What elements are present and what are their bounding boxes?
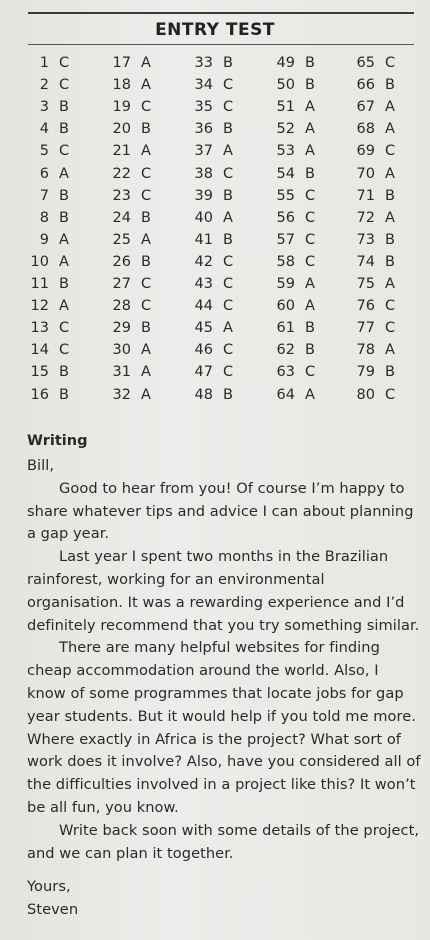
question-number: 60: [276, 298, 295, 315]
letter-paragraph: Last year I spent two months in the Brazilian rainforest, working for an environmental organisation. It was a rewarding experience and I’d definitely recommend that you try something similar.: [27, 548, 420, 634]
answer-letter: C: [305, 231, 316, 248]
question-number: 39: [194, 187, 213, 204]
answer-item: [272, 185, 352, 207]
answer-item: [272, 74, 352, 96]
answer-item: [190, 317, 270, 339]
question-number: 4: [39, 121, 49, 138]
answer-item: [108, 74, 188, 96]
question-number: 15: [30, 364, 49, 381]
question-number: 58: [276, 253, 295, 270]
question-number: 52: [276, 121, 295, 138]
answer-item: [352, 96, 430, 118]
question-number: 51: [276, 99, 295, 116]
question-number: 30: [112, 342, 131, 359]
question-number: 69: [356, 143, 375, 160]
question-number: 3: [39, 99, 49, 116]
answer-item: [352, 118, 430, 140]
answer-item: [272, 273, 352, 295]
top-rule: [28, 12, 414, 14]
answer-item: [30, 384, 110, 406]
answer-item: [190, 185, 270, 207]
answer-item: [30, 52, 110, 74]
question-number: 28: [112, 298, 131, 315]
letter-paragraph: There are many helpful websites for finding cheap accommodation around the world. Also, I know of some programmes that locate jobs for gap year students. But it would help if you told me more. Where exactly in Africa is the project? What sort of work does it involve? Also, have you considered all of the difficulties involved in a project like this? It won’t be all fun, you know.: [27, 639, 421, 816]
answer-letter: C: [385, 143, 396, 160]
answer-item: [30, 361, 110, 383]
question-number: 76: [356, 298, 375, 315]
question-number: 21: [112, 143, 131, 160]
answer-letter: A: [141, 231, 151, 248]
question-number: 63: [276, 364, 295, 381]
question-number: 40: [194, 209, 213, 226]
answer-letter: C: [223, 276, 234, 292]
question-number: 50: [276, 77, 295, 94]
answer-item: [30, 140, 110, 162]
question-number: 65: [356, 55, 375, 71]
answer-letter: A: [141, 77, 151, 94]
answer-letter: C: [141, 187, 152, 204]
answer-letter: C: [223, 253, 234, 270]
answer-letter: A: [305, 99, 315, 116]
answer-item: [108, 361, 188, 383]
question-number: 31: [112, 364, 131, 381]
answer-letter: C: [385, 320, 396, 337]
answer-item: [272, 229, 352, 251]
answer-item: [108, 229, 188, 251]
answer-item: [30, 163, 110, 185]
answer-item: [108, 163, 188, 185]
answer-letter: A: [305, 386, 315, 403]
answer-letter: A: [59, 165, 69, 182]
answer-letter: B: [59, 121, 69, 138]
question-number: 7: [39, 187, 49, 204]
answer-item: [108, 96, 188, 118]
answer-item: [190, 273, 270, 295]
question-number: 53: [276, 143, 295, 160]
answer-item: [108, 52, 188, 74]
answer-item: [190, 207, 270, 229]
question-number: 20: [112, 121, 131, 138]
question-number: 68: [356, 121, 375, 138]
answer-letter: A: [59, 253, 69, 270]
question-number: 71: [356, 187, 375, 204]
question-number: 48: [194, 386, 213, 403]
answer-letter: B: [305, 320, 315, 337]
question-number: 44: [194, 298, 213, 315]
answer-letter: A: [385, 342, 395, 359]
question-number: 54: [276, 165, 295, 182]
question-number: 10: [30, 253, 49, 270]
answer-item: [352, 140, 430, 162]
answer-item: [352, 339, 430, 361]
answer-item: [30, 251, 110, 273]
answer-letter: C: [305, 209, 316, 226]
answer-letter: A: [59, 231, 69, 248]
answer-item: [108, 118, 188, 140]
answer-item: [190, 361, 270, 383]
question-number: 74: [356, 253, 375, 270]
question-number: 43: [194, 276, 213, 292]
answer-item: [352, 207, 430, 229]
answer-item: [272, 52, 352, 74]
answer-letter: C: [385, 386, 396, 403]
answer-item: [190, 118, 270, 140]
answer-letter: B: [141, 121, 151, 138]
answer-item: [272, 96, 352, 118]
answer-letter: A: [385, 209, 395, 226]
answer-letter: B: [223, 55, 233, 71]
question-number: 49: [276, 55, 295, 71]
answer-item: [190, 384, 270, 406]
answer-letter: A: [223, 320, 233, 337]
answer-letter: A: [141, 55, 151, 71]
answer-letter: C: [223, 77, 234, 94]
answer-item: [272, 251, 352, 273]
answer-letter: C: [59, 342, 70, 359]
question-number: 2: [39, 77, 49, 94]
answer-letter: B: [385, 364, 395, 381]
answer-item: [108, 384, 188, 406]
question-number: 27: [112, 276, 131, 292]
writing-heading: Writing: [27, 433, 88, 449]
answer-item: [190, 251, 270, 273]
question-number: 8: [39, 209, 49, 226]
question-number: 9: [39, 231, 49, 248]
answer-item: [30, 339, 110, 361]
question-number: 33: [194, 55, 213, 71]
answer-item: [272, 339, 352, 361]
answer-item: [272, 207, 352, 229]
answer-item: [190, 339, 270, 361]
answer-letter: C: [305, 187, 316, 204]
question-number: 75: [356, 276, 375, 292]
title-rule: [28, 44, 414, 45]
answer-item: [272, 384, 352, 406]
answer-letter: B: [141, 320, 151, 337]
answer-letter: C: [305, 364, 316, 381]
question-number: 14: [30, 342, 49, 359]
answer-item: [108, 140, 188, 162]
answer-item: [190, 140, 270, 162]
answer-letter: C: [223, 165, 234, 182]
question-number: 18: [112, 77, 131, 94]
answer-letter: B: [59, 99, 69, 116]
question-number: 73: [356, 231, 375, 248]
answer-item: [272, 361, 352, 383]
question-number: 59: [276, 276, 295, 292]
answer-item: [272, 295, 352, 317]
answer-letter: C: [141, 276, 152, 292]
answer-letter: B: [59, 364, 69, 381]
answer-item: [190, 74, 270, 96]
answer-item: [108, 207, 188, 229]
answer-letter: A: [305, 143, 315, 160]
question-number: 38: [194, 165, 213, 182]
question-number: 62: [276, 342, 295, 359]
answer-letter: A: [385, 276, 395, 292]
question-number: 61: [276, 320, 295, 337]
question-number: 22: [112, 165, 131, 182]
answer-item: [272, 118, 352, 140]
answer-letter: B: [223, 386, 233, 403]
answer-item: [30, 96, 110, 118]
answer-item: [30, 229, 110, 251]
answer-letter: A: [385, 165, 395, 182]
answer-item: [352, 317, 430, 339]
answer-item: [30, 295, 110, 317]
letter-signature: Steven: [27, 901, 79, 919]
answer-item: [190, 52, 270, 74]
answer-item: [352, 52, 430, 74]
answer-letter: C: [59, 77, 70, 94]
question-number: 34: [194, 77, 213, 94]
answer-item: [352, 163, 430, 185]
answer-letter: A: [305, 121, 315, 138]
answer-item: [30, 273, 110, 295]
answer-letter: B: [305, 77, 315, 94]
question-number: 16: [30, 386, 49, 403]
answer-item: [352, 185, 430, 207]
answer-letter: B: [305, 342, 315, 359]
answer-item: [108, 251, 188, 273]
answer-letter: A: [141, 386, 151, 403]
answer-item: [190, 229, 270, 251]
answer-item: [352, 361, 430, 383]
answer-letter: A: [141, 364, 151, 381]
answer-grid: [0, 52, 430, 408]
answer-letter: B: [385, 253, 395, 270]
answer-letter: C: [223, 298, 234, 315]
answer-item: [30, 74, 110, 96]
question-number: 72: [356, 209, 375, 226]
answer-item: [352, 273, 430, 295]
question-number: 19: [112, 99, 131, 116]
question-number: 37: [194, 143, 213, 160]
answer-letter: B: [385, 187, 395, 204]
answer-item: [190, 96, 270, 118]
answer-item: [30, 185, 110, 207]
answer-letter: C: [141, 99, 152, 116]
question-number: 5: [39, 143, 49, 160]
answer-item: [108, 295, 188, 317]
question-number: 55: [276, 187, 295, 204]
question-number: 78: [356, 342, 375, 359]
question-number: 11: [30, 276, 49, 292]
answer-letter: B: [305, 165, 315, 182]
question-number: 26: [112, 253, 131, 270]
answer-letter: B: [223, 231, 233, 248]
answer-letter: B: [59, 187, 69, 204]
answer-letter: C: [223, 99, 234, 116]
question-number: 32: [112, 386, 131, 403]
answer-letter: B: [59, 209, 69, 226]
question-number: 12: [30, 298, 49, 315]
answer-item: [108, 273, 188, 295]
question-number: 35: [194, 99, 213, 116]
answer-letter: C: [59, 143, 70, 160]
question-number: 66: [356, 77, 375, 94]
letter-salutation: Bill,: [27, 457, 55, 474]
answer-letter: B: [385, 231, 395, 248]
answer-letter: B: [59, 276, 69, 292]
answer-letter: B: [141, 209, 151, 226]
answer-letter: A: [141, 143, 151, 160]
answer-letter: B: [141, 253, 151, 270]
answer-letter: B: [385, 77, 395, 94]
letter: [27, 455, 421, 922]
answer-item: [108, 185, 188, 207]
answer-item: [272, 317, 352, 339]
answer-letter: A: [305, 276, 315, 292]
question-number: 23: [112, 187, 131, 204]
answer-item: [30, 207, 110, 229]
answer-letter: B: [223, 187, 233, 204]
answer-item: [190, 295, 270, 317]
question-number: 45: [194, 320, 213, 337]
question-number: 79: [356, 364, 375, 381]
answer-item: [352, 384, 430, 406]
answer-letter: C: [223, 342, 234, 359]
answer-letter: C: [305, 253, 316, 270]
question-number: 25: [112, 231, 131, 248]
answer-letter: C: [385, 298, 396, 315]
answer-letter: C: [59, 55, 70, 71]
question-number: 77: [356, 320, 375, 337]
question-number: 67: [356, 99, 375, 116]
question-number: 57: [276, 231, 295, 248]
answer-letter: C: [385, 55, 396, 71]
answer-item: [352, 229, 430, 251]
answer-item: [30, 317, 110, 339]
question-number: 42: [194, 253, 213, 270]
answer-letter: A: [305, 298, 315, 315]
answer-item: [108, 339, 188, 361]
answer-item: [30, 118, 110, 140]
letter-closing: Yours,: [27, 878, 71, 896]
answer-letter: B: [223, 121, 233, 138]
answer-item: [352, 74, 430, 96]
answer-letter: A: [385, 121, 395, 138]
answer-letter: A: [141, 342, 151, 359]
letter-paragraph: Good to hear from you! Of course I’m happy to share whatever tips and advice I can about planning a gap year.: [27, 479, 414, 543]
answer-letter: C: [223, 364, 234, 381]
question-number: 64: [276, 386, 295, 403]
question-number: 36: [194, 121, 213, 138]
question-number: 80: [356, 386, 375, 403]
question-number: 29: [112, 320, 131, 337]
answer-letter: C: [59, 320, 70, 337]
question-number: 6: [39, 165, 49, 182]
answer-item: [272, 140, 352, 162]
answer-letter: A: [223, 143, 233, 160]
answer-item: [108, 317, 188, 339]
answer-item: [352, 295, 430, 317]
answer-letter: C: [141, 165, 152, 182]
question-number: 1: [39, 55, 49, 71]
question-number: 17: [112, 55, 131, 71]
question-number: 46: [194, 342, 213, 359]
answer-letter: B: [305, 55, 315, 71]
answer-letter: A: [223, 209, 233, 226]
question-number: 70: [356, 165, 375, 182]
answer-letter: A: [59, 298, 69, 315]
question-number: 24: [112, 209, 131, 226]
answer-letter: B: [59, 386, 69, 403]
question-number: 41: [194, 231, 213, 248]
question-number: 56: [276, 209, 295, 226]
question-number: 13: [30, 320, 49, 337]
answer-letter: A: [385, 99, 395, 116]
letter-paragraph: Write back soon with some details of the project, and we can plan it together.: [27, 821, 420, 862]
page-title: ENTRY TEST: [155, 20, 275, 40]
question-number: 47: [194, 364, 213, 381]
answer-item: [272, 163, 352, 185]
answer-item: [352, 251, 430, 273]
answer-item: [190, 163, 270, 185]
answer-letter: C: [141, 298, 152, 315]
